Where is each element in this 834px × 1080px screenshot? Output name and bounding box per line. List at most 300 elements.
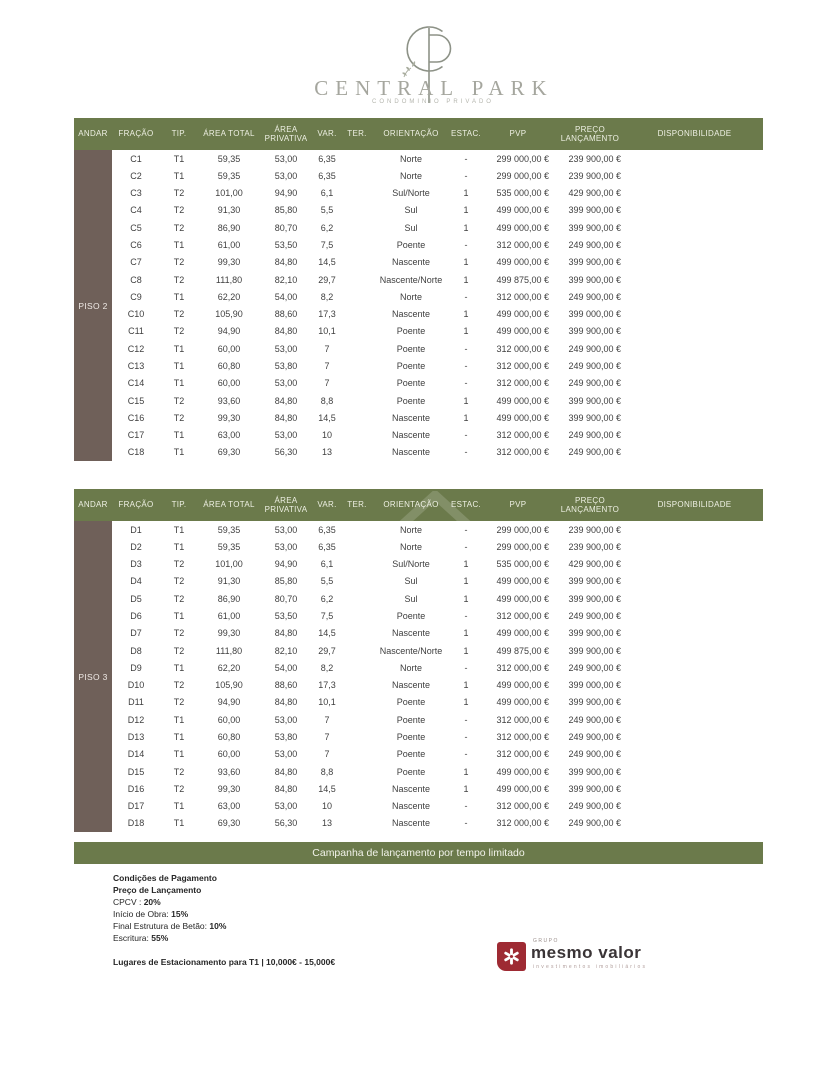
table-row bbox=[112, 392, 763, 409]
column-header-area_privativa: ÁREA PRIVATIVA bbox=[264, 124, 308, 143]
cell-pvp: 499 000,00 € bbox=[496, 309, 549, 320]
cell-ter bbox=[342, 167, 372, 184]
cell-var: 7 bbox=[324, 361, 330, 372]
cell-ter bbox=[342, 642, 372, 659]
cell-fracao: D1 bbox=[130, 524, 142, 535]
cell-fracao: C14 bbox=[127, 378, 145, 389]
cell-orientacao: Nascente bbox=[391, 783, 431, 794]
cell-ter bbox=[342, 556, 372, 573]
cell-area_privativa: 80,70 bbox=[274, 593, 298, 604]
cell-disponibilidade bbox=[626, 607, 763, 624]
cell-fracao: C12 bbox=[127, 343, 145, 354]
cell-area_privativa: 85,80 bbox=[274, 205, 298, 216]
payment-line bbox=[113, 908, 335, 920]
cell-disponibilidade bbox=[626, 763, 763, 780]
cell-ter bbox=[342, 288, 372, 305]
payment-label: CPCV : bbox=[113, 897, 144, 907]
cell-tip: T2 bbox=[173, 766, 185, 777]
cell-area_privativa: 53,80 bbox=[274, 732, 298, 743]
cell-orientacao: Norte bbox=[399, 662, 422, 673]
cell-estac: - bbox=[464, 714, 468, 725]
cell-var: 8,8 bbox=[320, 766, 334, 777]
table-row bbox=[112, 815, 763, 832]
cell-area_privativa: 80,70 bbox=[274, 222, 298, 233]
cell-var: 29,7 bbox=[318, 645, 336, 656]
column-header-preco_lancamento: PREÇO LANÇAMENTO bbox=[560, 495, 620, 514]
cell-var: 14,5 bbox=[318, 257, 336, 268]
table-row bbox=[112, 167, 763, 184]
cell-var: 17,3 bbox=[318, 309, 336, 320]
cell-fracao: D18 bbox=[127, 818, 145, 829]
table-rows bbox=[112, 150, 763, 461]
cell-estac: - bbox=[464, 749, 468, 760]
cell-ter bbox=[342, 798, 372, 815]
cell-area_total: 99,30 bbox=[217, 628, 241, 639]
cell-fracao: D14 bbox=[127, 749, 145, 760]
cell-disponibilidade bbox=[626, 625, 763, 642]
cell-orientacao: Sul bbox=[404, 576, 418, 587]
cell-preco_lancamento: 399 900,00 € bbox=[568, 412, 621, 423]
cell-disponibilidade bbox=[626, 271, 763, 288]
cell-estac: 1 bbox=[463, 766, 469, 777]
cell-area_total: 61,00 bbox=[217, 240, 241, 251]
cell-area_total: 94,90 bbox=[217, 326, 241, 337]
cell-ter bbox=[342, 375, 372, 392]
table-row bbox=[112, 746, 763, 763]
payment-label: Escritura: bbox=[113, 933, 152, 943]
cell-orientacao: Sul/Norte bbox=[392, 188, 430, 199]
cell-area_total: 99,30 bbox=[217, 257, 241, 268]
payment-value: 15% bbox=[171, 909, 189, 919]
floor-label: PISO 3 bbox=[74, 521, 112, 832]
cell-var: 7 bbox=[324, 732, 330, 743]
cell-orientacao: Poente bbox=[396, 395, 426, 406]
cell-tip: T2 bbox=[173, 680, 185, 691]
cell-var: 6,35 bbox=[318, 170, 336, 181]
cell-preco_lancamento: 399 000,00 € bbox=[568, 309, 621, 320]
cell-ter bbox=[342, 427, 372, 444]
cell-var: 7 bbox=[324, 378, 330, 389]
cell-area_total: 86,90 bbox=[217, 593, 241, 604]
cell-area_privativa: 54,00 bbox=[274, 291, 298, 302]
cell-area_privativa: 84,80 bbox=[274, 326, 298, 337]
cell-orientacao: Nascente/Norte bbox=[379, 645, 443, 656]
cell-area_privativa: 53,50 bbox=[274, 611, 298, 622]
cell-orientacao: Nascente bbox=[391, 818, 431, 829]
table-row bbox=[112, 340, 763, 357]
cell-estac: 1 bbox=[463, 205, 469, 216]
cell-fracao: D8 bbox=[130, 645, 142, 656]
cell-estac: 1 bbox=[463, 628, 469, 639]
table-rows bbox=[112, 521, 763, 832]
cell-orientacao: Nascente bbox=[391, 680, 431, 691]
table-header bbox=[74, 489, 763, 521]
cell-estac: 1 bbox=[463, 257, 469, 268]
cell-tip: T2 bbox=[173, 188, 185, 199]
cell-ter bbox=[342, 409, 372, 426]
cell-orientacao: Nascente bbox=[391, 628, 431, 639]
cell-estac: - bbox=[464, 361, 468, 372]
cell-ter bbox=[342, 538, 372, 555]
table-row bbox=[112, 427, 763, 444]
cell-orientacao: Sul bbox=[404, 205, 418, 216]
table-row bbox=[112, 254, 763, 271]
cell-tip: T2 bbox=[173, 257, 185, 268]
cell-fracao: D5 bbox=[130, 593, 142, 604]
cell-area_total: 59,35 bbox=[217, 170, 241, 181]
cell-pvp: 499 000,00 € bbox=[496, 205, 549, 216]
cell-area_privativa: 84,80 bbox=[274, 783, 298, 794]
cell-tip: T2 bbox=[173, 783, 185, 794]
cell-orientacao: Poente bbox=[396, 343, 426, 354]
cell-estac: 1 bbox=[463, 680, 469, 691]
cell-pvp: 312 000,00 € bbox=[496, 447, 549, 458]
campaign-banner: Campanha de lançamento por tempo limitado bbox=[74, 842, 763, 864]
cell-preco_lancamento: 399 900,00 € bbox=[568, 326, 621, 337]
cell-pvp: 499 000,00 € bbox=[496, 222, 549, 233]
cell-tip: T2 bbox=[173, 412, 185, 423]
cell-disponibilidade bbox=[626, 202, 763, 219]
cell-preco_lancamento: 249 900,00 € bbox=[568, 732, 621, 743]
cell-area_total: 59,35 bbox=[217, 524, 241, 535]
table-row bbox=[112, 202, 763, 219]
cell-estac: - bbox=[464, 541, 468, 552]
floor-label: PISO 2 bbox=[74, 150, 112, 461]
cell-orientacao: Norte bbox=[399, 291, 422, 302]
payment-value: 10% bbox=[209, 921, 227, 931]
cell-preco_lancamento: 249 900,00 € bbox=[568, 749, 621, 760]
cell-tip: T2 bbox=[173, 205, 185, 216]
cell-area_privativa: 53,80 bbox=[274, 361, 298, 372]
cell-pvp: 535 000,00 € bbox=[496, 559, 549, 570]
cell-preco_lancamento: 399 000,00 € bbox=[568, 680, 621, 691]
cell-preco_lancamento: 399 900,00 € bbox=[568, 645, 621, 656]
cell-pvp: 499 000,00 € bbox=[496, 697, 549, 708]
cell-disponibilidade bbox=[626, 288, 763, 305]
cell-area_total: 69,30 bbox=[217, 447, 241, 458]
column-header-ter: TER. bbox=[347, 129, 367, 139]
cell-fracao: C17 bbox=[127, 430, 145, 441]
cell-fracao: C1 bbox=[130, 153, 142, 164]
cell-preco_lancamento: 249 900,00 € bbox=[568, 714, 621, 725]
cell-preco_lancamento: 399 900,00 € bbox=[568, 783, 621, 794]
table-row bbox=[112, 798, 763, 815]
cell-var: 6,2 bbox=[320, 593, 334, 604]
column-header-var: VAR. bbox=[317, 500, 337, 510]
cell-var: 6,35 bbox=[318, 524, 336, 535]
mesmovalor-flower-icon bbox=[497, 942, 526, 971]
cell-pvp: 312 000,00 € bbox=[496, 662, 549, 673]
cell-var: 8,2 bbox=[320, 662, 334, 673]
cell-preco_lancamento: 249 900,00 € bbox=[568, 447, 621, 458]
cell-tip: T1 bbox=[173, 732, 185, 743]
cell-ter bbox=[342, 573, 372, 590]
cell-orientacao: Sul/Norte bbox=[392, 559, 430, 570]
column-header-tip: TIP. bbox=[171, 129, 187, 139]
cell-orientacao: Sul bbox=[404, 222, 418, 233]
cell-pvp: 312 000,00 € bbox=[496, 378, 549, 389]
cell-tip: T1 bbox=[173, 343, 185, 354]
cell-pvp: 299 000,00 € bbox=[496, 170, 549, 181]
cell-area_privativa: 88,60 bbox=[274, 309, 298, 320]
cell-area_total: 111,80 bbox=[215, 645, 243, 656]
cell-orientacao: Poente bbox=[396, 361, 426, 372]
cell-area_total: 91,30 bbox=[217, 205, 241, 216]
cell-fracao: D6 bbox=[130, 611, 142, 622]
cell-preco_lancamento: 249 900,00 € bbox=[568, 430, 621, 441]
cell-area_total: 101,00 bbox=[215, 559, 243, 570]
cell-disponibilidade bbox=[626, 694, 763, 711]
cell-orientacao: Norte bbox=[399, 541, 422, 552]
cell-orientacao: Sul bbox=[404, 593, 418, 604]
cell-var: 6,2 bbox=[320, 222, 334, 233]
cell-ter bbox=[342, 392, 372, 409]
cell-ter bbox=[342, 306, 372, 323]
cell-orientacao: Nascente bbox=[391, 801, 431, 812]
table-row bbox=[112, 521, 763, 538]
payment-subtitle: Preço de Lançamento bbox=[113, 885, 202, 895]
cell-fracao: C16 bbox=[127, 412, 145, 423]
cell-fracao: C10 bbox=[127, 309, 145, 320]
cell-disponibilidade bbox=[626, 521, 763, 538]
cell-disponibilidade bbox=[626, 185, 763, 202]
column-header-orientacao: ORIENTAÇÃO bbox=[383, 129, 439, 139]
cell-pvp: 312 000,00 € bbox=[496, 818, 549, 829]
payment-line bbox=[113, 896, 335, 908]
cell-ter bbox=[342, 254, 372, 271]
cell-estac: 1 bbox=[463, 222, 469, 233]
cell-estac: - bbox=[464, 662, 468, 673]
cell-area_privativa: 53,00 bbox=[274, 801, 298, 812]
cell-pvp: 299 000,00 € bbox=[496, 524, 549, 535]
cell-orientacao: Poente bbox=[396, 378, 426, 389]
table-row bbox=[112, 288, 763, 305]
cell-tip: T2 bbox=[173, 395, 185, 406]
cell-var: 5,5 bbox=[320, 576, 334, 587]
table-row bbox=[112, 271, 763, 288]
cell-area_privativa: 94,90 bbox=[274, 188, 298, 199]
cell-pvp: 499 000,00 € bbox=[496, 783, 549, 794]
cell-area_privativa: 53,00 bbox=[274, 153, 298, 164]
cell-tip: T2 bbox=[173, 645, 185, 656]
cell-preco_lancamento: 249 900,00 € bbox=[568, 611, 621, 622]
cell-tip: T1 bbox=[173, 361, 185, 372]
cell-var: 13 bbox=[321, 447, 332, 458]
cell-var: 8,8 bbox=[320, 395, 334, 406]
cell-estac: 1 bbox=[463, 576, 469, 587]
cell-tip: T1 bbox=[173, 430, 185, 441]
cell-var: 10 bbox=[321, 430, 332, 441]
cell-var: 10 bbox=[321, 801, 332, 812]
cell-disponibilidade bbox=[626, 677, 763, 694]
cell-ter bbox=[342, 815, 372, 832]
cell-orientacao: Nascente bbox=[391, 430, 431, 441]
cell-estac: 1 bbox=[463, 309, 469, 320]
cell-tip: T2 bbox=[173, 593, 185, 604]
cell-orientacao: Norte bbox=[399, 524, 422, 535]
cell-area_privativa: 53,00 bbox=[274, 378, 298, 389]
cell-pvp: 499 875,00 € bbox=[496, 274, 549, 285]
cell-orientacao: Poente bbox=[396, 326, 426, 337]
cell-orientacao: Nascente bbox=[391, 412, 431, 423]
cell-tip: T1 bbox=[173, 447, 185, 458]
cell-fracao: C15 bbox=[127, 395, 145, 406]
cell-orientacao: Poente bbox=[396, 697, 426, 708]
cell-area_privativa: 54,00 bbox=[274, 662, 298, 673]
column-header-var: VAR. bbox=[317, 129, 337, 139]
payment-line bbox=[113, 920, 335, 932]
cell-disponibilidade bbox=[626, 746, 763, 763]
cell-ter bbox=[342, 219, 372, 236]
cell-area_total: 91,30 bbox=[217, 576, 241, 587]
cell-ter bbox=[342, 677, 372, 694]
cell-fracao: C3 bbox=[130, 188, 142, 199]
cell-fracao: D17 bbox=[127, 801, 145, 812]
cell-var: 13 bbox=[321, 818, 332, 829]
cell-tip: T1 bbox=[173, 240, 185, 251]
cell-fracao: D16 bbox=[127, 783, 145, 794]
cell-ter bbox=[342, 444, 372, 461]
cell-tip: T1 bbox=[173, 662, 185, 673]
cell-disponibilidade bbox=[626, 659, 763, 676]
cell-fracao: D4 bbox=[130, 576, 142, 587]
cell-ter bbox=[342, 728, 372, 745]
cell-pvp: 499 000,00 € bbox=[496, 628, 549, 639]
table-row bbox=[112, 357, 763, 374]
cell-disponibilidade bbox=[626, 392, 763, 409]
cell-tip: T1 bbox=[173, 818, 185, 829]
cell-pvp: 499 000,00 € bbox=[496, 395, 549, 406]
cell-estac: - bbox=[464, 732, 468, 743]
cell-ter bbox=[342, 694, 372, 711]
column-header-pvp: PVP bbox=[509, 500, 527, 510]
cell-fracao: D11 bbox=[128, 697, 144, 708]
cell-area_privativa: 53,00 bbox=[274, 749, 298, 760]
cell-estac: 1 bbox=[463, 326, 469, 337]
cell-area_total: 60,00 bbox=[217, 714, 241, 725]
cell-preco_lancamento: 249 900,00 € bbox=[568, 240, 621, 251]
cell-tip: T2 bbox=[173, 576, 185, 587]
cell-estac: 1 bbox=[463, 274, 469, 285]
cell-orientacao: Norte bbox=[399, 153, 422, 164]
cell-estac: - bbox=[464, 801, 468, 812]
cell-ter bbox=[342, 323, 372, 340]
column-header-disponibilidade: DISPONIBILIDADE bbox=[657, 129, 732, 139]
cell-fracao: D7 bbox=[130, 628, 142, 639]
payment-conditions bbox=[113, 872, 335, 968]
cell-area_total: 99,30 bbox=[217, 412, 241, 423]
cell-fracao: C2 bbox=[130, 170, 142, 181]
cell-preco_lancamento: 399 900,00 € bbox=[568, 697, 621, 708]
cell-disponibilidade bbox=[626, 573, 763, 590]
cell-fracao: C5 bbox=[130, 222, 142, 233]
cell-tip: T1 bbox=[173, 291, 185, 302]
cell-ter bbox=[342, 590, 372, 607]
column-header-disponibilidade: DISPONIBILIDADE bbox=[657, 500, 732, 510]
cell-preco_lancamento: 429 900,00 € bbox=[568, 559, 621, 570]
cell-area_privativa: 85,80 bbox=[274, 576, 298, 587]
cell-fracao: C9 bbox=[130, 291, 142, 302]
cell-fracao: D9 bbox=[130, 662, 142, 673]
table-row bbox=[112, 573, 763, 590]
cell-var: 10,1 bbox=[318, 326, 336, 337]
cell-pvp: 312 000,00 € bbox=[496, 343, 549, 354]
cell-tip: T2 bbox=[173, 697, 185, 708]
cell-area_total: 60,00 bbox=[217, 378, 241, 389]
cell-var: 7,5 bbox=[320, 240, 334, 251]
cell-orientacao: Poente bbox=[396, 714, 426, 725]
cell-pvp: 499 000,00 € bbox=[496, 412, 549, 423]
cell-disponibilidade bbox=[626, 427, 763, 444]
table-row bbox=[112, 607, 763, 624]
cell-preco_lancamento: 249 900,00 € bbox=[568, 662, 621, 673]
cell-estac: - bbox=[464, 170, 468, 181]
cell-ter bbox=[342, 340, 372, 357]
table-row bbox=[112, 763, 763, 780]
payment-label: Final Estrutura de Betão: bbox=[113, 921, 210, 931]
cell-area_privativa: 82,10 bbox=[274, 274, 298, 285]
payment-value: 55% bbox=[151, 933, 169, 943]
cell-disponibilidade bbox=[626, 254, 763, 271]
cell-var: 7 bbox=[324, 749, 330, 760]
cell-var: 6,35 bbox=[318, 153, 336, 164]
cell-disponibilidade bbox=[626, 728, 763, 745]
cell-tip: T1 bbox=[173, 714, 185, 725]
cell-pvp: 312 000,00 € bbox=[496, 240, 549, 251]
cell-pvp: 312 000,00 € bbox=[496, 714, 549, 725]
column-header-pvp: PVP bbox=[509, 129, 527, 139]
table-row bbox=[112, 236, 763, 253]
cell-ter bbox=[342, 763, 372, 780]
cell-orientacao: Poente bbox=[396, 732, 426, 743]
cell-var: 7 bbox=[324, 714, 330, 725]
cell-var: 8,2 bbox=[320, 291, 334, 302]
cell-preco_lancamento: 239 900,00 € bbox=[568, 153, 621, 164]
column-header-andar: ANDAR bbox=[78, 129, 108, 139]
cell-ter bbox=[342, 659, 372, 676]
cell-orientacao: Nascente bbox=[391, 257, 431, 268]
table-row bbox=[112, 219, 763, 236]
parking-price-line: Lugares de Estacionamento para T1 | 10,000€ - 15,000€ bbox=[113, 957, 336, 967]
cell-area_total: 60,00 bbox=[217, 749, 241, 760]
cell-ter bbox=[342, 521, 372, 538]
payment-line bbox=[113, 932, 335, 944]
cell-ter bbox=[342, 357, 372, 374]
cell-fracao: D12 bbox=[127, 714, 145, 725]
cell-pvp: 299 000,00 € bbox=[496, 153, 549, 164]
cell-estac: - bbox=[464, 611, 468, 622]
cell-estac: 1 bbox=[463, 783, 469, 794]
cell-fracao: D10 bbox=[127, 680, 145, 691]
cell-preco_lancamento: 399 900,00 € bbox=[568, 628, 621, 639]
cell-disponibilidade bbox=[626, 556, 763, 573]
logo-subtitle: CONDOMINIO PRIVADO bbox=[372, 99, 494, 105]
table-header bbox=[74, 118, 763, 150]
table-row bbox=[112, 780, 763, 797]
cell-fracao: C6 bbox=[130, 240, 142, 251]
cell-disponibilidade bbox=[626, 219, 763, 236]
payment-lines bbox=[113, 896, 335, 944]
cell-area_privativa: 53,00 bbox=[274, 541, 298, 552]
cell-disponibilidade bbox=[626, 409, 763, 426]
cell-preco_lancamento: 239 900,00 € bbox=[568, 170, 621, 181]
cell-area_total: 63,00 bbox=[217, 430, 241, 441]
cell-ter bbox=[342, 202, 372, 219]
cell-tip: T2 bbox=[173, 274, 185, 285]
cell-tip: T1 bbox=[173, 524, 185, 535]
cell-tip: T1 bbox=[173, 541, 185, 552]
cell-area_privativa: 56,30 bbox=[274, 818, 298, 829]
